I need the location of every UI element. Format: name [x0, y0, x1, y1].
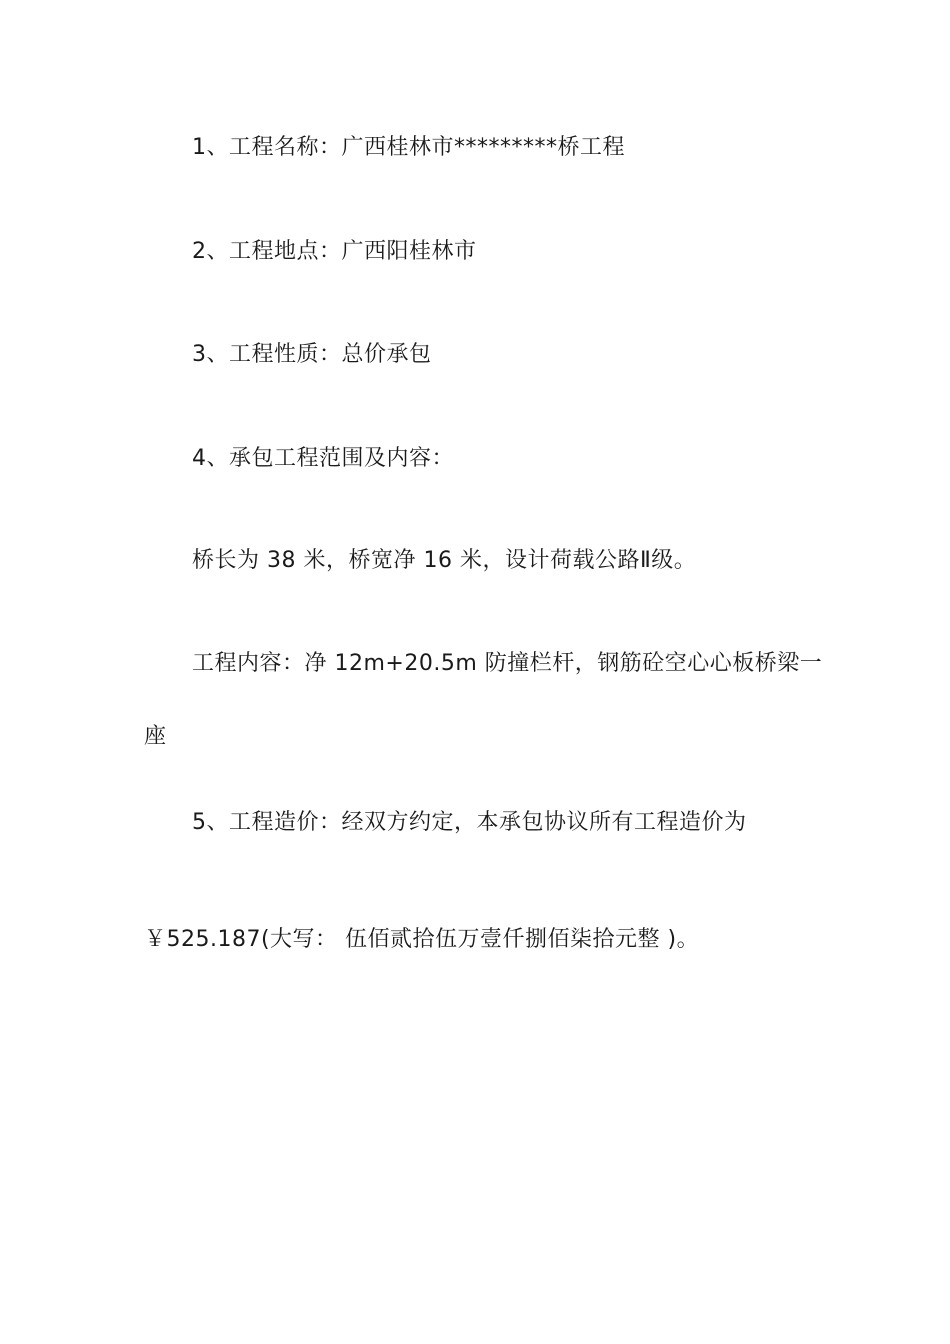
scope-content-line-1: 工程内容：净 12m+20.5m 防撞栏杆，钢筋砼空心心板桥梁一: [192, 651, 823, 676]
cost-line-1: 5、工程造价：经双方约定，本承包协议所有工程造价为: [192, 810, 747, 835]
scope-content-line-2: 座: [144, 724, 167, 749]
item-project-name: 1、工程名称：广西桂林市*********桥工程: [192, 135, 625, 160]
item-project-nature: 3、工程性质：总价承包: [192, 342, 432, 367]
scope-bridge-spec: 桥长为 38 米，桥宽净 16 米，设计荷载公路Ⅱ级。: [192, 548, 697, 573]
item-project-scope-heading: 4、承包工程范围及内容：: [192, 446, 454, 471]
item-project-location: 2、工程地点：广西阳桂林市: [192, 239, 477, 264]
cost-line-2: ￥525.187(大写： 伍佰贰拾伍万壹仟捌佰柒拾元整 )。: [144, 927, 700, 952]
